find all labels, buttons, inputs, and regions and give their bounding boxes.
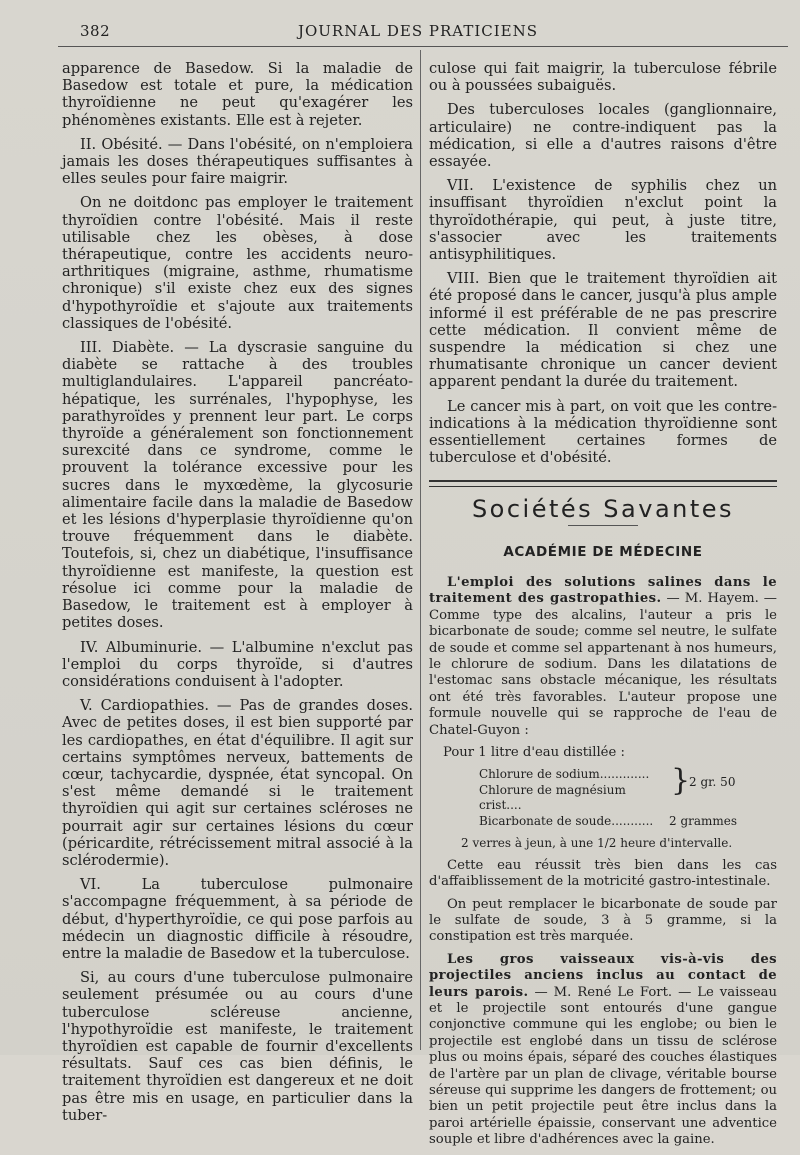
formula-ingredient: Chlorure de magnésium crist.... [479, 782, 626, 813]
formula-brace: } [671, 763, 691, 799]
article-title: Les gros vaisseaux vis-à-vis des projectiles anciens inclus au contact de leurs parois. [429, 951, 777, 1000]
journal-title: JOURNAL DES PRATICIENS [297, 22, 539, 40]
formula-table [479, 763, 777, 829]
section-double-rule [429, 480, 777, 487]
article-author: — M. René Le Fort. [534, 984, 673, 1000]
column-divider [420, 50, 421, 1050]
page-header [62, 22, 774, 44]
formula-intro: Pour 1 litre d'eau distillée : [443, 744, 625, 760]
left-column [62, 60, 413, 1131]
paragraph: V. Cardiopathies. — Pas de grandes doses. Avec de petites doses, il est bien supporté par les cardiopathes, en état d'équilibre. Il agit sur certains symptômes nerveux, battements de cœur, tachycardie, dyspnée, état syncopal. On s'est même demandé si le traitement thyroïdien qui agit sur certaines scléroses ne pourrait agir sur certaines lésions du cœur (péricardite, rétrécissement mitral associé à la sclérodermie). [62, 697, 413, 869]
paragraph: apparence de Basedow. Si la maladie de Basedow est totale et pure, la médication thyroïdienne ne peut qu'exagérer les phénomènes existants. Elle est à rejeter. [62, 60, 413, 129]
paragraph: On ne doitdonc pas employer le traitement thyroïdien contre l'obésité. Mais il reste utilisable chez les obèses, à dose thérapeutique, contre les accidents neuro-arthritiques (migraine, asthme, rhumatisme chronique) s'il existe chez eux des signes d'hypothyroïdie et s'ajoute aux traitements classiques de l'obésité. [62, 194, 413, 332]
paragraph: culose qui fait maigrir, la tuberculose fébrile ou à poussées subaiguës. [429, 60, 777, 95]
article-body: — Comme type des alcalins, l'auteur a pris le bicarbonate de soude; comme sel neutre, le sulfate de soude et comme sel appartenant à nos humeurs, le chlorure de sodium. Dans les dilatations de l'estomac sans obstacle mécanique, les résultats ont été très favorables. L'auteur propose une formule nouvelle qui se rapproche de l'eau de Chatel-Guyon : [429, 591, 777, 738]
subsection-title: ACADÉMIE DE MÉDECINE [503, 543, 703, 560]
formula-ingredient: Chlorure de sodium............. [479, 767, 650, 782]
paragraph: II. Obésité. — Dans l'obésité, on n'emploiera jamais les doses thérapeutiques suffisantes à elles seules pour faire maigrir. [62, 135, 413, 188]
article-body: — Le vaisseau et le projectile sont entourés d'une gangue conjonctive commune qui les englobe; ou bien le projectile est englobé dans un tissu de sclérose plus ou moins épais, séparé des couches élastiques de l'artère par un plan de clivage, véritable bourse séreuse qui supprime les dangers de frottement; ou bien un petit projectile peut être inclus dans la paroi artérielle épaissie, conservant une adventice souple et libre d'adhérences avec la gaine. [429, 984, 778, 1148]
article-gastropathies [429, 575, 777, 946]
paragraph: Cette eau réussit très bien dans les cas d'affaiblissement de la motricité gastro-intestinale. [429, 857, 777, 890]
paragraph: VI. La tuberculose pulmonaire s'accompagne fréquemment, à sa période de début, d'hyperthyroïdie, ce qui pose parfois au médecin un diagnostic difficile à résoudre, entre la maladie de Basedow et la tuberculose. [62, 876, 413, 962]
formula-row [479, 814, 777, 830]
paragraph: Si, au cours d'une tuberculose pulmonaire seulement présumée ou au cours d'une tuberculose scléreuse ancienne, l'hypothyroïdie est manifeste, le traitement thyroïdien est capable de fournir d'excellents résultats. Sauf ces cas bien définis, le traitement thyroïdien est dangereux et ne doit pas être mis en usage, en particulier dans la tuber- [62, 969, 413, 1124]
paragraph: VIII. Bien que le traitement thyroïdien ait été proposé dans le cancer, jusqu'à plus ample informé il est préférable de ne pas prescrire cette médication. Il convient même de suspendre la médication si chez une rhumatisante chronique un cancer devient apparent pendant la durée du traitement. [429, 270, 777, 391]
right-column [429, 60, 777, 1155]
formula-qty: 2 grammes [669, 813, 738, 828]
header-rule [58, 46, 788, 47]
paragraph: Des tuberculoses locales (ganglionnaire, articulaire) ne contre-indiquent pas la médication, si elle a d'autres raisons d'être essayée. [429, 101, 777, 171]
section-title: Sociétés Savantes [471, 495, 735, 524]
article-gros-vaisseaux [429, 952, 777, 1149]
paragraph: VII. L'existence de syphilis chez un insuffisant thyroïdien n'exclut point la thyroïdothérapie, qui peut, à juste titre, s'associer avec les traitements antisyphilitiques. [429, 177, 777, 264]
paragraph: Le cancer mis à part, on voit que les contre-indications à la médication thyroïdienne sont essentiellement certaines formes de tuberculose et d'obésité. [429, 397, 777, 467]
article-title: L'emploi des solutions salines dans le traitement des gastropathies. [429, 574, 777, 607]
paragraph: III. Diabète. — La dyscrasie sanguine du diabète se rattache à des troubles multiglandulaires. L'appareil pancréato-hépatique, les surrénales, l'hypophyse, les parathyroïdes y prennent leur part. Le corps thyroïde a généralement son fonctionnement surexcité dans ce syndrome, comme le prouvent la tolérance excessive pour les sucres dans le myxœdème, la glycosurie alimentaire facile dans la maladie de Basedow et les lésions d'hyperplasie thyroïdienne qu'on trouve fréquemment dans le diabète. Toutefois, si, chez un diabétique, l'insuffisance thyroïdienne est manifeste, la question est résolue ici comme pour la maladie de Basedow, le traitement est à employer à petites doses. [62, 339, 413, 632]
title-rule [568, 525, 638, 526]
dosage-note: 2 verres à jeun, à une 1/2 heure d'intervalle. [461, 836, 733, 851]
page-number: 382 [80, 22, 111, 40]
article-author: — M. Hayem. [666, 591, 759, 607]
paragraph: On peut remplacer le bicarbonate de soude par le sulfate de soude, 3 à 5 gramme, si la constipation est très marquée. [429, 896, 777, 945]
formula-ingredient: Bicarbonate de soude........... [479, 813, 654, 828]
paragraph: IV. Albuminurie. — L'albumine n'exclut pas l'emploi du corps thyroïde, si d'autres considérations conduisent à l'adopter. [62, 638, 413, 690]
formula-brace-qty: 2 gr. 50 [689, 775, 736, 790]
